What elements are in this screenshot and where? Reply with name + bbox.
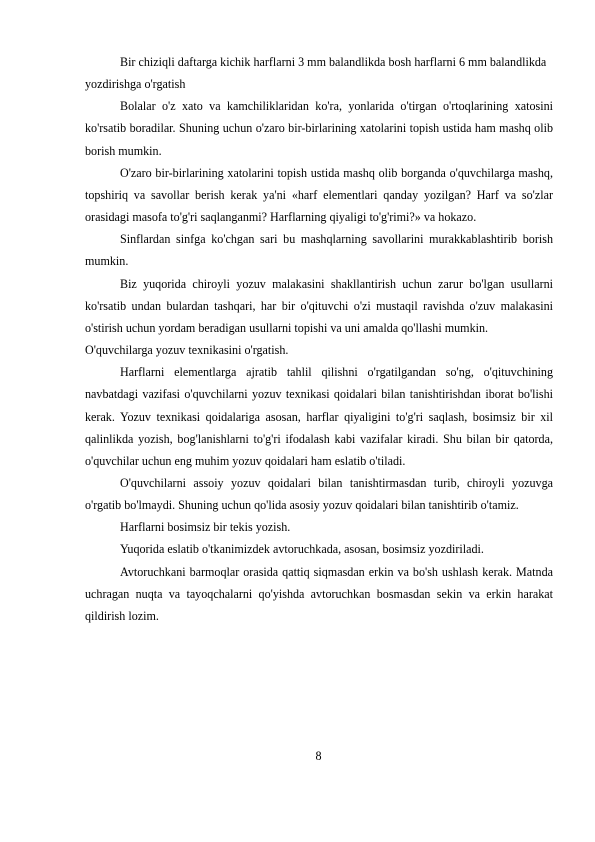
document-body xyxy=(85,51,553,627)
paragraph-writing-rules: O'quvchilarni assoiy yozuv qoidalari bilan tanishtirmasdan turib, chiroyli yozuvga o'rgatib bo'lmaydi. Shuning uchun qo'lida asosiy yozuv qoidalari bilan tanishtirib o'tamiz. xyxy=(85,475,553,513)
page-number: 8 xyxy=(315,749,322,763)
paragraph-mistakes: Bolalar o'z xato va kamchiliklaridan ko'ra, yonlarida o'tirgan o'rtoqlarining xatosini ko'rsatib boradilar. Shuning uchun o'zaro bir-birlarining xatolarini topish ustida ham mashq olib borish mumkin. xyxy=(85,99,553,158)
paragraph-pen-grip: Avtoruchkani barmoqlar orasida qattiq siqmasdan erkin va bo'sh ushlash kerak. Matnda uchragan nuqta va tayoqchalarni qo'yishda avtoruchkan bosmasdan sekin va erkin harakat qildirish lozim. xyxy=(85,564,553,623)
subheading-pressureless-writing: Harflarni bosimsiz bir tekis yozish. xyxy=(120,520,291,535)
paragraph-letter-elements: Harflarni elementlarga ajratib tahlil qilishni o'rgatilgandan so'ng, o'qituvchining navbatdagi vazifasi o'quvchilarni yozuv texnikasi qoidalari bilan tanishtirishdan iborat bo'lishi kerak. Yozuv texnikasi qoidalariga asosan, harflar qiyaligini to'g'ri saqlash, bosimsiz bir xil qalinlikda yozish, bog'lanishlarni to'g'ri ifodalash kabi vazifalar kiradi. Shu bilan bir qatorda, o'quvchilar uchun eng muhim yozuv qoidalari ham eslatib o'tiladi. xyxy=(85,365,553,468)
paragraph-grade-progression: Sinflardan sinfga ko'chgan sari bu mashqlarning savollarini murakkablashtirib borish mumkin. xyxy=(85,232,553,269)
paragraph-methods: Biz yuqorida chiroyli yozuv malakasini shakllantirish uchun zarur bo'lgan usullarni ko'rsatib undan bulardan tashqari, har bir o'qituvchi o'zi mustaqil ravishda o'zuv malakasini o'stirish uchun yordam beradigan usullarni topishi va uni amalda qo'llashi mumkin. xyxy=(85,276,553,335)
section-heading-writing-technique: O'quvchilarga yozuv texnikasini o'rgatish. xyxy=(85,343,289,358)
paragraph-fountain-pen: Yuqorida eslatib o'tkanimizdek avtoruchkada, asosan, bosimsiz yozdiriladi. xyxy=(120,542,484,557)
paragraph-peer-review: O'zaro bir-birlarining xatolarini topish ustida mashq olib borganda o'quvchilarga mashq, topshiriq va savollar berish kerak ya'ni «harf elementlari qanday yozilgan? Harf va so'zlar orasidagi masofa to'g'ri saqlanganmi? Harflarning qiyaligi to'g'rimi?» va hokazo. xyxy=(85,165,553,225)
paragraph-heading-copybook: Bir chiziqli daftarga kichik harflarni 3 mm balandlikda bosh harflarni 6 mm balandlikda yozdirishga o'rgatish xyxy=(85,55,547,92)
